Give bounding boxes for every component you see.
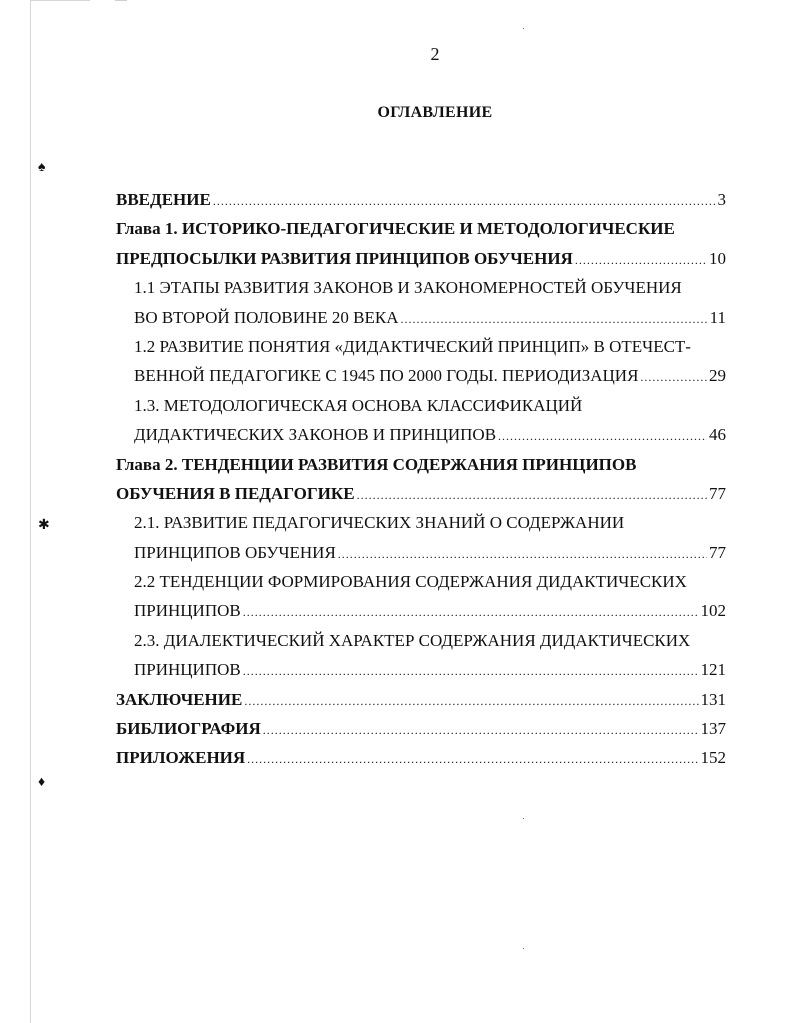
- dot-leader: [244, 694, 698, 709]
- dot-leader: [243, 664, 699, 679]
- dot-leader: [213, 194, 716, 209]
- scan-speck-icon: ♦: [38, 775, 46, 790]
- table-of-contents: [116, 190, 726, 778]
- toc-entry-text: ЗАКЛЮЧЕНИЕ: [116, 689, 243, 709]
- toc-entry-text: 1.2 РАЗВИТИЕ ПОНЯТИЯ «ДИДАКТИЧЕСКИЙ ПРИНЦИП» В ОТЕЧЕСТ-: [134, 336, 691, 356]
- toc-entry-text: 2.1. РАЗВИТИЕ ПЕДАГОГИЧЕСКИХ ЗНАНИЙ О СОДЕРЖАНИИ: [134, 513, 625, 533]
- toc-entry-line: [116, 278, 726, 307]
- toc-page-number: 46: [709, 425, 726, 445]
- toc-title: ОГЛАВЛЕНИЕ: [377, 104, 493, 121]
- toc-page-number: 77: [709, 542, 726, 562]
- toc-entry-line: [116, 543, 726, 572]
- toc-entry-line: [116, 425, 726, 454]
- toc-entry-line: [116, 690, 726, 719]
- toc-entry-line: [116, 484, 726, 513]
- scan-dot: [523, 28, 524, 29]
- toc-entry-line: [116, 249, 726, 278]
- dot-leader: [401, 312, 708, 327]
- dot-leader: [498, 429, 707, 444]
- toc-entry-text: ПРИЛОЖЕНИЯ: [116, 748, 246, 768]
- toc-page-number: 29: [709, 366, 726, 386]
- toc-page-number: 102: [700, 601, 726, 621]
- toc-page-number: 131: [700, 689, 726, 709]
- toc-entry-line: [116, 396, 726, 425]
- toc-page-number: 77: [709, 483, 726, 503]
- toc-entry-text: ВО ВТОРОЙ ПОЛОВИНЕ 20 ВЕКА: [134, 307, 399, 327]
- toc-entry-text: Глава 2. ТЕНДЕНЦИИ РАЗВИТИЯ СОДЕРЖАНИЯ ПРИНЦИПОВ: [116, 454, 637, 474]
- toc-entry-text: ПРИНЦИПОВ ОБУЧЕНИЯ: [134, 542, 336, 562]
- toc-page-number: 10: [709, 248, 726, 268]
- toc-page-number: 3: [717, 190, 726, 209]
- scan-edge-top: [30, 0, 90, 1]
- toc-entry-line: [116, 513, 726, 542]
- toc-entry-line: [116, 219, 726, 248]
- toc-page-number: 11: [709, 307, 726, 327]
- dot-leader: [640, 370, 707, 385]
- toc-entry-text: Глава 1. ИСТОРИКО-ПЕДАГОГИЧЕСКИЕ И МЕТОДОЛОГИЧЕСКИЕ: [116, 219, 675, 239]
- toc-entry-text: ПРИНЦИПОВ: [134, 660, 241, 680]
- toc-entry-text: 2.3. ДИАЛЕКТИЧЕСКИЙ ХАРАКТЕР СОДЕРЖАНИЯ ДИДАКТИЧЕСКИХ: [134, 630, 691, 650]
- dot-leader: [575, 253, 707, 268]
- toc-entry-text: ПРЕДПОСЫЛКИ РАЗВИТИЯ ПРИНЦИПОВ ОБУЧЕНИЯ: [116, 248, 573, 268]
- toc-entry-line: [116, 748, 726, 777]
- dot-leader: [243, 605, 699, 620]
- toc-entry-text: 1.1 ЭТАПЫ РАЗВИТИЯ ЗАКОНОВ И ЗАКОНОМЕРНОСТЕЙ ОБУЧЕНИЯ: [134, 278, 682, 298]
- toc-entry-text: ДИДАКТИЧЕСКИХ ЗАКОНОВ И ПРИНЦИПОВ: [134, 425, 497, 445]
- toc-entry-text: ВЕННОЙ ПЕДАГОГИКЕ С 1945 ПО 2000 ГОДЫ. ПЕРИОДИЗАЦИЯ: [134, 366, 639, 386]
- scan-dot: [523, 818, 524, 819]
- dot-leader: [338, 547, 707, 562]
- toc-page-number: 152: [700, 748, 726, 768]
- scan-speck-icon: ✱: [38, 518, 50, 533]
- toc-entry-line: [116, 572, 726, 601]
- dot-leader: [247, 752, 698, 767]
- toc-entry-text: 2.2 ТЕНДЕНЦИИ ФОРМИРОВАНИЯ СОДЕРЖАНИЯ ДИДАКТИЧЕСКИХ: [134, 572, 687, 592]
- toc-entry-line: [116, 366, 726, 395]
- toc-entry-text: ПРИНЦИПОВ: [134, 601, 241, 621]
- toc-entry-text: ОБУЧЕНИЯ В ПЕДАГОГИКЕ: [116, 483, 355, 503]
- scan-dot: [523, 948, 524, 949]
- scan-edge-left: [30, 0, 31, 1023]
- scan-speck-icon: ♠: [38, 160, 46, 175]
- toc-page-number: 137: [700, 719, 726, 739]
- toc-entry-text: ВВЕДЕНИЕ: [116, 190, 211, 209]
- toc-entry-line: [116, 190, 726, 219]
- dot-leader: [357, 488, 707, 503]
- page-number: 2: [430, 44, 440, 64]
- toc-entry-text: 1.3. МЕТОДОЛОГИЧЕСКАЯ ОСНОВА КЛАССИФИКАЦИЙ: [134, 395, 583, 415]
- toc-entry-line: [116, 660, 726, 689]
- toc-page-number: 121: [700, 660, 726, 680]
- toc-entry-line: [116, 455, 726, 484]
- toc-entry-line: [116, 601, 726, 630]
- toc-entry-line: [116, 308, 726, 337]
- toc-entry-line: [116, 719, 726, 748]
- scan-edge-top-fragment: [115, 0, 127, 1]
- toc-entry-text: БИБЛИОГРАФИЯ: [116, 719, 261, 739]
- toc-entry-line: [116, 337, 726, 366]
- toc-entry-line: [116, 631, 726, 660]
- dot-leader: [263, 723, 699, 738]
